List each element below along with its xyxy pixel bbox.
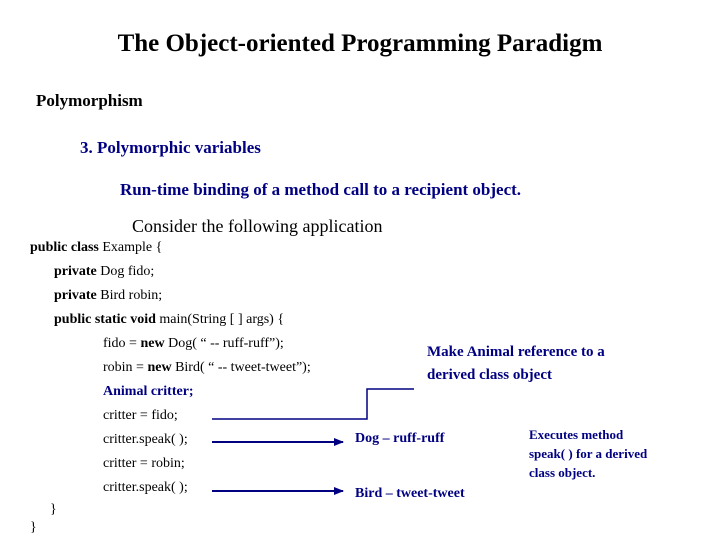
- reference-connector-line: [212, 389, 414, 419]
- code-closing-brace-outer: }: [30, 520, 37, 535]
- code-keyword: new: [147, 360, 172, 375]
- annotation-line: class object.: [529, 465, 596, 480]
- output-dog: Dog – ruff-ruff: [355, 431, 445, 446]
- code-text: fido =: [103, 336, 141, 351]
- code-text: robin =: [103, 360, 148, 375]
- intro-text: Consider the following application: [132, 216, 383, 236]
- code-line-7: Animal critter;: [103, 384, 194, 399]
- code-line-11: critter.speak( );: [103, 480, 188, 495]
- code-line-9: critter.speak( );: [103, 432, 188, 447]
- code-text: Dog fido;: [96, 264, 155, 279]
- definition-text: Run-time binding of a method call to a recipient object.: [120, 180, 522, 199]
- code-keyword: public static void: [54, 312, 156, 327]
- code-keyword: public class: [30, 240, 99, 255]
- subsection-heading: 3. Polymorphic variables: [80, 138, 261, 157]
- output-bird: Bird – tweet-tweet: [355, 486, 465, 501]
- slide-title: The Object-oriented Programming Paradigm: [117, 30, 603, 57]
- code-keyword: new: [140, 336, 165, 351]
- code-text: Bird robin;: [96, 288, 163, 303]
- code-text: Bird( “ -- tweet-tweet”);: [171, 360, 311, 375]
- code-text: main(String [ ] args) {: [155, 312, 285, 327]
- code-closing-brace-inner: }: [50, 502, 57, 517]
- code-keyword: private: [54, 264, 97, 279]
- annotation-line: derived class object: [427, 367, 552, 383]
- annotation-line: Make Animal reference to a: [427, 344, 605, 360]
- annotation-line: speak( ) for a derived: [529, 446, 648, 461]
- code-text: Dog( “ -- ruff-ruff”);: [164, 336, 284, 351]
- code-line-10: critter = robin;: [103, 456, 185, 471]
- code-line-8: critter = fido;: [103, 408, 178, 423]
- section-heading: Polymorphism: [36, 91, 143, 110]
- annotation-line: Executes method: [529, 427, 624, 442]
- code-keyword: private: [54, 288, 97, 303]
- code-text: Example {: [98, 240, 163, 255]
